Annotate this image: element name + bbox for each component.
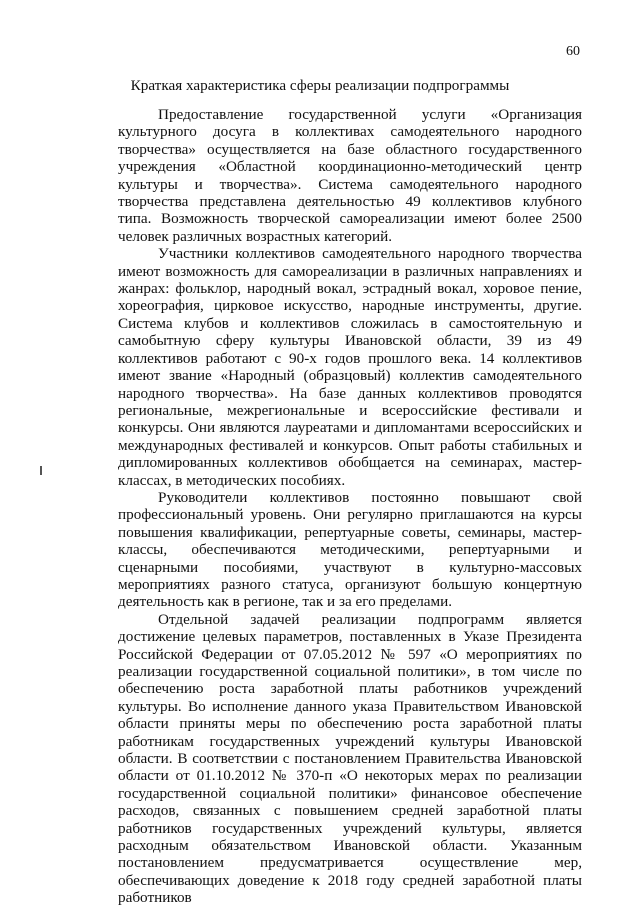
section-heading: Краткая характеристика сферы реализации подпрограммы bbox=[130, 77, 510, 94]
paragraph-3: Руководители коллективов постоянно повышают свой профессиональный уровень. Они регулярно приглашаются на курсы повышения квалификации, репертуарные советы, семинары, мастер-классы, обеспечиваются методическими, репертуарными и сценарными пособиями, участвуют в культурно-массовых мероприятиях разного статуса, организуют большую концертную деятельность как в регионе, так и за его пределами. bbox=[118, 488, 582, 611]
paragraph-4: Отдельной задачей реализации подпрограмм является достижение целевых параметров, поставленных в Указе Президента Российской Федерации от 07.05.2012 № 597 «О мероприятиях по реализации государственной социальной политики», в том числе по обеспечению роста заработной платы работников учреждений культуры. Во исполнение данного указа Правительством Ивановской области приняты меры по обеспечению роста заработной платы работникам государственных учреждений культуры Ивановской области. В соответствии с постановлением Правительства Ивановской области от 01.10.2012 № 370-п «О некоторых мерах по реализации государственной социальной политики» финансовое обеспечение расходов, связанных с повышением средней заработной платы работников государственных учреждений культуры, является расходным обязательством Ивановской области. Указанным постановлением предусматривается осуществление мер, обеспечивающих доведение к 2018 году средней заработной платы работников bbox=[118, 610, 582, 907]
margin-mark bbox=[40, 466, 42, 475]
paragraph-1: Предоставление государственной услуги «Организация культурного досуга в коллективах самодеятельного народного творчества» осуществляется на базе областного государственного учреждения «Областной координационно-методический центр культуры и творчества». Система самодеятельного народного творчества представлена деятельностью 49 коллективов клубного типа. Возможность творческой самореализации имеют более 2500 человек различных возрастных категорий. bbox=[118, 106, 582, 245]
page-number: 60 bbox=[566, 44, 580, 59]
paragraph-2: Участники коллективов самодеятельного народного творчества имеют возможность для самореализации в различных направлениях и жанрах: фольклор, народный вокал, эстрадный вокал, хоровое пение, хореография, цирковое искусство, народные инструменты, другие. Система клубов и коллективов сложилась в самостоятельную и самобытную сферу культуры Ивановской области, 39 из 49 коллективов работают с 90-х годов прошлого века. 14 коллективов имеют звание «Народный (образцовый) коллектив самодеятельного народного творчества». На базе данных коллективов проводятся региональные, межрегиональные и всероссийские фестивали и конкурсы. Они являются лауреатами и дипломантами всероссийских и международных фестивалей и конкурсов. Опыт работы стабильных и дипломированных коллективов обобщается на семинарах, мастер-классах, в методических пособиях. bbox=[118, 245, 582, 489]
body-text bbox=[118, 106, 582, 907]
